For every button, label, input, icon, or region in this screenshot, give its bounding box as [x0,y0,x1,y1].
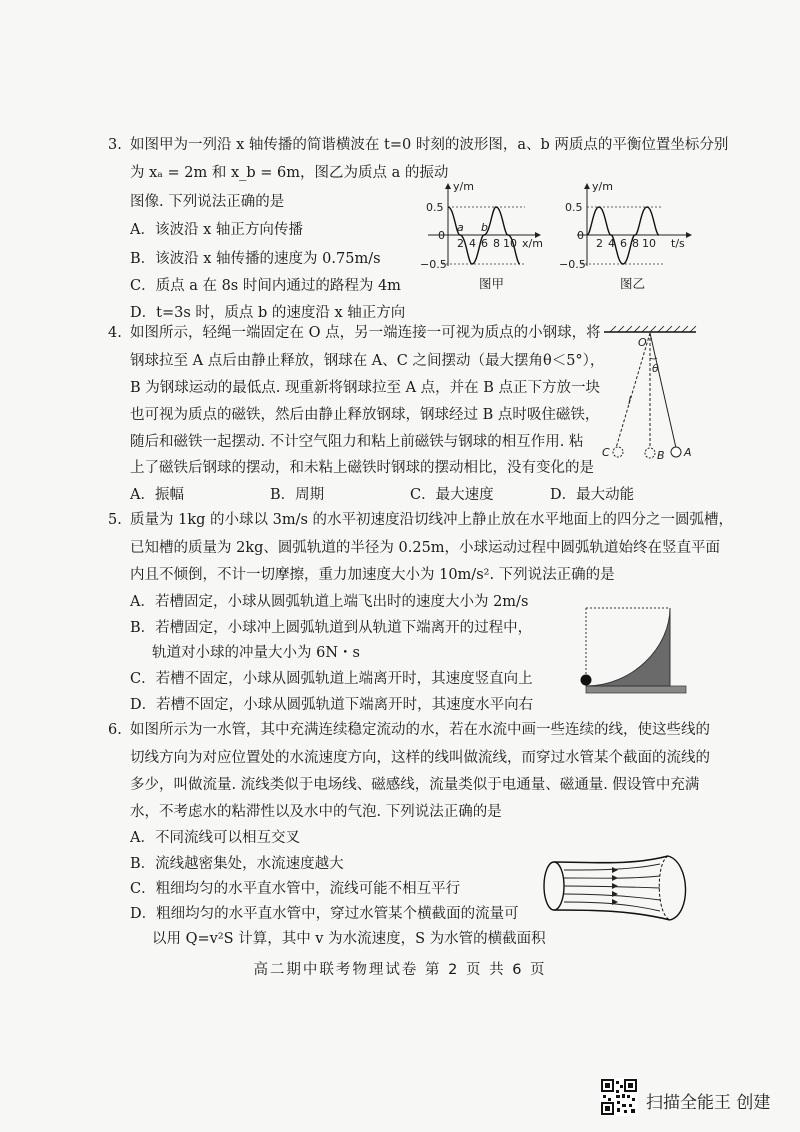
q4-option-c: C．最大速度 [410,487,494,503]
fig-yi-y-bottom: −0.5 [559,258,586,271]
q3-stem-line2: 为 xₐ = 2m 和 x_b = 6m，图乙为质点 a 的振动 [130,165,449,181]
fig-jia-origin: 0 [438,229,445,242]
q3-option-a: A．该波沿 x 轴正方向传播 [130,222,303,238]
watermark-text: 扫描全能王 创建 [646,1093,771,1113]
fig-jia-point-b: b [481,221,488,234]
fig-yi-tick-8: 8 [632,237,639,250]
pendulum-label-b: B [657,449,665,462]
q6-number: 6. [108,722,122,738]
q6-stem-line4: 水，不考虑水的粘滞性以及水中的气泡. 下列说法正确的是 [130,804,502,820]
pendulum-label-theta: θ [652,362,659,375]
fig-yi-y-label: y/m [592,180,613,193]
q4-pendulum-figure [590,322,710,462]
q4-stem-line5: 随后和磁铁一起摆动. 不计空气阻力和粘上前磁铁与钢球的相互作用. 粘 [130,434,584,450]
q6-option-b: B．流线越密集处，水流速度越大 [130,856,344,872]
qr-code-icon [600,1078,638,1116]
fig-yi-y-top: 0.5 [565,201,583,214]
q6-option-c: C．粗细均匀的水平直水管中，流线可能不相互平行 [130,881,461,897]
q3-stem-line1: 如图甲为一列沿 x 轴传播的简谐横波在 t=0 时刻的波形图，a、b 两质点的平衡位置坐标分别 [130,137,729,153]
q6-option-d-line1: D．粗细均匀的水平直水管中，穿过水管某个横截面的流量可 [130,906,519,922]
q3-option-c: C．质点 a 在 8s 时间内通过的路程为 4m [130,278,401,294]
q3-figure-jia [420,178,550,273]
fig-jia-y-top: 0.5 [426,201,444,214]
q5-option-b-line1: B．若槽固定，小球冲上圆弧轨道到从轨道下端离开的过程中， [130,620,533,636]
fig-jia-point-a: a [457,221,464,234]
q6-stem-line1: 如图所示为一水管，其中充满连续稳定流动的水，若在水流中画一些连续的线，使这些线的 [130,722,710,738]
fig-yi-tick-6: 6 [620,237,627,250]
fig-jia-tick-8: 8 [493,237,500,250]
page-footer: 高二期中联考物理试卷 第 2 页 共 6 页 [253,962,547,978]
fig-yi-x-label: t/s [671,237,685,250]
q4-stem-line2: 钢球拉至 A 点后由静止释放，钢球在 A、C 之间摆动（最大摆角θ＜5°）， [130,353,605,369]
q4-stem-line4: 也可视为质点的磁铁，然后由静止释放钢球，钢球经过 B 点时吸住磁铁， [130,407,600,423]
fig-jia-caption: 图甲 [479,276,505,291]
q3-option-d: D．t=3s 时，质点 b 的速度沿 x 轴正方向 [130,305,406,321]
pendulum-label-c: C [602,446,610,459]
q5-option-a: A．若槽固定，小球从圆弧轨道上端飞出时的速度大小为 2m/s [130,594,529,610]
q3-figure-yi [557,178,697,273]
fig-jia-y-bottom: −0.5 [420,258,447,271]
fig-jia-tick-6: 6 [481,237,488,250]
q4-stem-line6: 上了磁铁后钢球的摆动，和未粘上磁铁时钢球的摆动相比，没有变化的是 [130,460,594,476]
q6-stem-line2: 切线方向为对应位置处的水流速度方向，这样的线叫做流线，而穿过水管某个截面的流线的 [130,750,710,766]
q5-stem-line2: 已知槽的质量为 2kg、圆弧轨道的半径为 0.25m，小球运动过程中圆弧轨道始终在竖直平面 [130,540,721,556]
q5-option-b-line2: 轨道对小球的冲量大小为 6N・s [152,645,360,661]
q5-option-d: D．若槽不固定，小球从圆弧轨道下端离开时，其速度水平向右 [130,697,534,713]
q4-option-d: D．最大动能 [550,487,635,503]
pendulum-label-l: l [628,394,632,407]
q3-number: 3. [108,137,122,153]
q5-stem-line1: 质量为 1kg 的小球以 3m/s 的水平初速度沿切线冲上静止放在水平地面上的四分之一圆弧槽， [130,512,734,528]
fig-jia-tick-2: 2 [457,237,464,250]
q5-stem-line3: 内且不倾倒，不计一切摩擦，重力加速度大小为 10m/s². 下列说法正确的是 [130,567,615,583]
q5-number: 5. [108,512,122,528]
fig-jia-tick-4: 4 [469,237,476,250]
q6-stem-line3: 多少，叫做流量. 流线类似于电场线、磁感线，流量类似于电通量、磁通量. 假设管中充满 [130,777,700,793]
pendulum-label-a: A [684,446,692,459]
fig-yi-tick-4: 4 [608,237,615,250]
q5-arc-groove-figure [572,604,692,696]
q4-option-b: B．周期 [270,487,325,503]
q6-water-pipe-figure [520,848,700,928]
q4-stem-line1: 如图所示，轻绳一端固定在 O 点，另一端连接一可视为质点的小钢球，将 [130,325,601,341]
fig-jia-x-label: x/m [522,237,543,250]
fig-yi-origin: 0 [577,229,584,242]
fig-jia-y-label: y/m [453,180,474,193]
pendulum-label-o: O [638,336,647,349]
fig-yi-caption: 图乙 [620,276,646,291]
q3-option-b: B．该波沿 x 轴传播的速度为 0.75m/s [130,251,381,267]
fig-yi-tick-10: 10 [642,237,656,250]
q6-option-a: A．不同流线可以相互交叉 [130,830,300,846]
q6-option-d-line2: 以用 Q=v²S 计算，其中 v 为水流速度，S 为水管的横截面积 [152,931,546,947]
q4-stem-line3: B 为钢球运动的最低点. 现重新将钢球拉至 A 点，并在 B 点正下方放一块 [130,380,601,396]
fig-yi-tick-2: 2 [596,237,603,250]
q4-option-a: A．振幅 [130,487,184,503]
fig-jia-tick-10: 10 [503,237,517,250]
q3-stem-line3: 图像. 下列说法正确的是 [130,194,285,210]
q4-number: 4. [108,325,122,341]
q5-option-c: C．若槽不固定，小球从圆弧轨道上端离开时，其速度竖直向上 [130,671,533,687]
